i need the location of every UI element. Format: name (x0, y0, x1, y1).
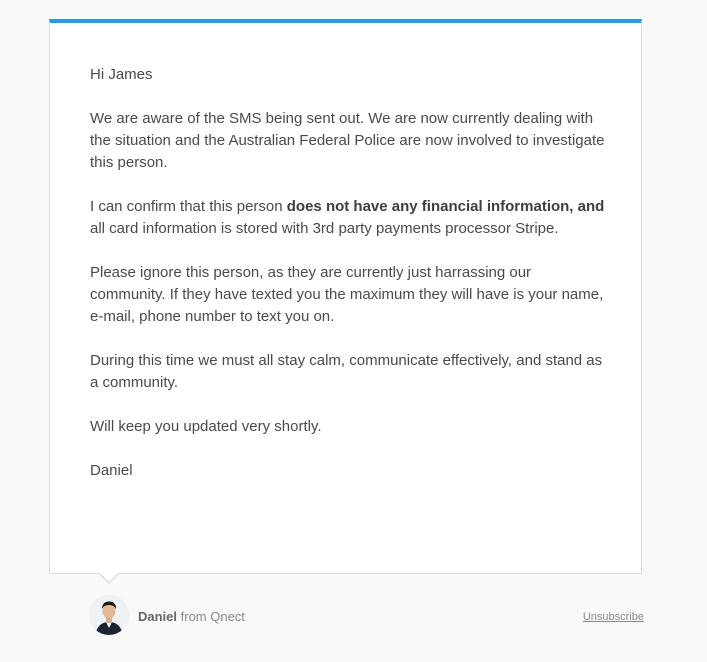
email-body (90, 64, 605, 504)
paragraph-financial-info-bold: does not have any financial information, and (286, 198, 605, 215)
paragraph-financial-info-start: I can confirm that this person (90, 198, 287, 215)
sender-from: from Qnect (177, 609, 245, 624)
signoff: Daniel (90, 462, 133, 479)
person-avatar-icon (89, 595, 129, 635)
email-footer (89, 595, 644, 635)
sender-line (138, 609, 245, 624)
card-pointer-inner (100, 573, 118, 582)
sender-name: Daniel (138, 609, 178, 624)
paragraph-financial-info (90, 196, 605, 240)
paragraph-sms-aware: We are aware of the SMS being sent out. We are now currently dealing with the situation and the Australian Federal Police are now involved to investigate this person. (90, 110, 605, 171)
paragraph-ignore: Please ignore this person, as they are currently just harrassing our community. If they have texted you the maximum they will have is your name, e-mail, phone number to text you on. (90, 264, 604, 325)
paragraph-financial-info-end: all card information is stored with 3rd party payments processor Stripe. (90, 220, 559, 237)
greeting: Hi James (90, 66, 153, 83)
paragraph-stay-calm: During this time we must all stay calm, communicate effectively, and stand as a community. (90, 352, 603, 391)
paragraph-updates: Will keep you updated very shortly. (90, 418, 322, 435)
unsubscribe-link[interactable]: Unsubscribe (582, 611, 644, 623)
email-card (49, 19, 642, 574)
